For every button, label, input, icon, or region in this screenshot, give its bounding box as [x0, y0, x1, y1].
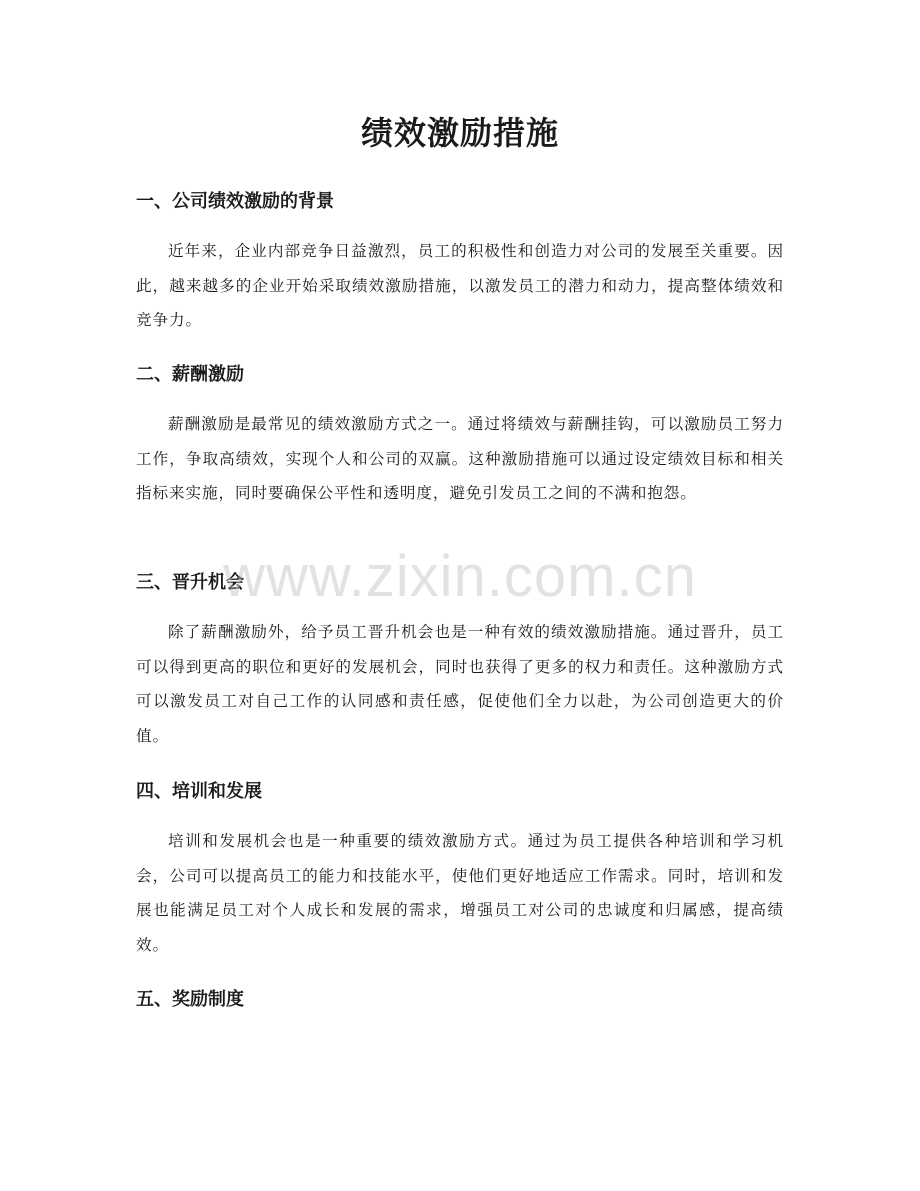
section-paragraph: 薪酬激励是最常见的绩效激励方式之一。通过将绩效与薪酬挂钩，可以激励员工努力工作，争取高绩效，实现个人和公司的双赢。这种激励措施可以通过设定绩效目标和相关指标来实施，同时要确保公平性和透明度，避免引发员工之间的不满和抱怨。	[136, 415, 784, 502]
section-heading: 一、公司绩效激励的背景	[136, 191, 334, 212]
section-heading: 四、培训和发展	[136, 781, 262, 802]
section-heading: 五、奖励制度	[136, 989, 244, 1010]
section-heading: 三、晋升机会	[136, 572, 244, 593]
section-salary-incentive	[136, 362, 784, 511]
document-title: 绩效激励措施	[360, 114, 559, 152]
section-background	[136, 189, 784, 338]
watermark-text: www.zixin.com.cn	[223, 544, 697, 609]
section-paragraph: 除了薪酬激励外，给予员工晋升机会也是一种有效的绩效激励措施。通过晋升，员工可以得到更高的职位和更好的发展机会，同时也获得了更多的权力和责任。这种激励方式可以激发员工对自己工作的认同感和责任感，促使他们全力以赴，为公司创造更大的价值。	[136, 623, 784, 745]
section-paragraph: 培训和发展机会也是一种重要的绩效激励方式。通过为员工提供各种培训和学习机会，公司可以提高员工的能力和技能水平，使他们更好地适应工作需求。同时，培训和发展也能满足员工对个人成长和发展的需求，增强员工对公司的忠诚度和归属感，提高绩效。	[136, 832, 784, 954]
section-reward-system	[136, 987, 784, 1013]
section-promotion	[136, 570, 784, 753]
section-heading: 二、薪酬激励	[136, 364, 244, 385]
section-paragraph: 近年来，企业内部竞争日益激烈，员工的积极性和创造力对公司的发展至关重要。因此，越来越多的企业开始采取绩效激励措施，以激发员工的潜力和动力，提高整体绩效和竞争力。	[136, 242, 784, 329]
section-training	[136, 779, 784, 962]
